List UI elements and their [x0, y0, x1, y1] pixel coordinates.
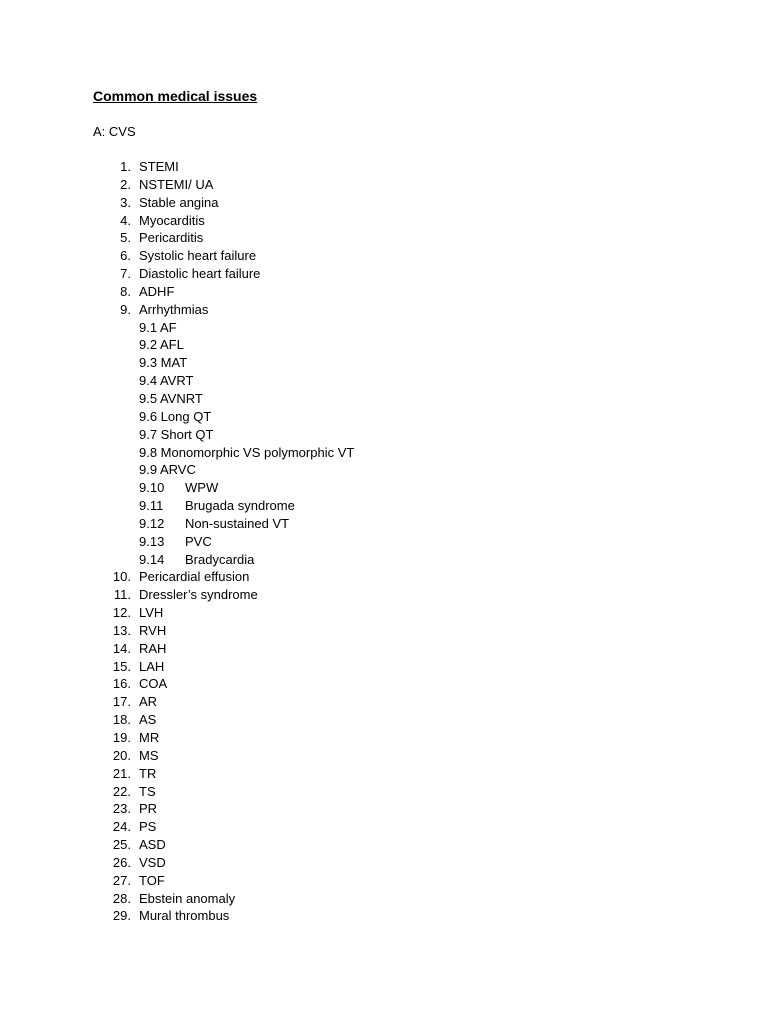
list-item-text: Diastolic heart failure — [139, 266, 261, 282]
list-item — [0, 301, 768, 319]
list-item — [0, 604, 768, 622]
list-item-text: Ebstein anomaly — [139, 890, 236, 906]
list-item-text: MR — [139, 730, 160, 745]
list-item — [0, 229, 768, 247]
sub-list-item-text: 9.9 ARVC — [139, 462, 196, 478]
list-item-number: 28. — [112, 890, 131, 906]
list-item — [0, 265, 768, 283]
sub-list-item — [0, 515, 768, 533]
sub-list-item — [0, 408, 768, 426]
list-item-text: Mural thrombus — [139, 908, 230, 924]
list-item-text: RVH — [139, 622, 167, 638]
sub-list-item — [0, 354, 768, 372]
section-heading: A: CVS — [93, 124, 136, 139]
list-item — [0, 907, 768, 925]
sub-list-item-text: 9.5 AVNRT — [139, 390, 203, 406]
sub-list-item-text: 9.3 MAT — [139, 355, 188, 371]
list-item — [0, 212, 768, 230]
list-item-number: 16. — [112, 676, 131, 692]
sub-list-item — [0, 461, 768, 479]
list-item — [0, 176, 768, 194]
list-item-text: AR — [139, 694, 158, 710]
list-item-number: 23. — [112, 801, 131, 817]
list-item-text: LAH — [139, 658, 165, 674]
list-item-number: 25. — [112, 837, 131, 853]
list-item — [0, 818, 768, 836]
list-item-text: TS — [139, 783, 156, 799]
list-item-text: PR — [139, 801, 158, 817]
list-item-text: MS — [139, 747, 159, 763]
sub-list-item — [0, 426, 768, 444]
sub-list-item-text: Brugada syndrome — [185, 498, 295, 514]
sub-list-item-number: 9.12 — [139, 515, 165, 531]
list-item-text: Systolic heart failure — [139, 248, 257, 264]
list-item-text: Pericarditis — [139, 230, 204, 246]
list-item-number: 1. — [120, 159, 131, 174]
sub-list-item-text: Non-sustained VT — [185, 515, 290, 531]
list-item — [0, 586, 768, 604]
list-item — [0, 711, 768, 729]
list-item-text: ASD — [139, 837, 166, 853]
list-item-number: 11. — [113, 587, 131, 603]
list-item-number: 20. — [112, 747, 131, 763]
sub-list-item — [0, 479, 768, 497]
list-item — [0, 783, 768, 801]
list-item-text: NSTEMI/ UA — [139, 176, 214, 192]
list-item-number: 7. — [120, 266, 131, 282]
list-item-number: 22. — [112, 783, 131, 799]
list-item-number: 12. — [112, 605, 131, 621]
list-item — [0, 765, 768, 783]
list-item-text: TR — [139, 765, 157, 781]
sub-list-item-text: 9.2 AFL — [139, 337, 184, 353]
list-item-number: 14. — [112, 640, 131, 656]
list-item-text: Stable angina — [139, 194, 219, 210]
sub-list-item-number: 9.14 — [139, 551, 165, 567]
list-item-number: 6. — [120, 248, 131, 264]
sub-list-item-text: Bradycardia — [185, 551, 255, 567]
list-item — [0, 158, 768, 176]
list-item-number: 3. — [120, 194, 131, 210]
list-item-number: 29. — [112, 908, 131, 924]
sub-list-item-text: 9.6 Long QT — [139, 408, 212, 424]
list-item-text: Myocarditis — [139, 212, 205, 228]
list-item-text: VSD — [139, 854, 166, 870]
list-item — [0, 640, 768, 658]
sub-list-item — [0, 444, 768, 462]
list-item — [0, 854, 768, 872]
list-item — [0, 890, 768, 908]
list-item-number: 24. — [112, 819, 131, 835]
list-item — [0, 729, 768, 747]
sub-list-item — [0, 319, 768, 337]
list-item-text: RAH — [139, 640, 167, 656]
list-item — [0, 194, 768, 212]
sub-list-item — [0, 551, 768, 569]
list-item-text: COA — [139, 676, 168, 692]
sub-list-item — [0, 497, 768, 515]
list-item — [0, 622, 768, 640]
sub-list-item-text: PVC — [185, 533, 212, 549]
list-item-number: 8. — [120, 283, 131, 299]
sub-list-item-text: 9.7 Short QT — [139, 426, 214, 442]
list-item-text: PS — [139, 819, 157, 835]
list-item-number: 10. — [112, 569, 131, 585]
list-item-number: 26. — [112, 854, 131, 870]
list-item-number: 13. — [112, 622, 131, 638]
list-item — [0, 247, 768, 265]
list-item — [0, 800, 768, 818]
list-item-text: AS — [139, 712, 157, 728]
list-item — [0, 836, 768, 854]
sub-list-item-text: WPW — [185, 480, 219, 496]
list-item-text: ADHF — [139, 283, 175, 299]
document-title: Common medical issues — [93, 88, 258, 104]
sub-list-item-number: 9.10 — [139, 480, 165, 496]
list-item-number: 19. — [112, 730, 131, 745]
list-item-text: LVH — [139, 605, 164, 621]
sub-list-item-number: 9.13 — [139, 533, 165, 549]
list-item-number: 18. — [112, 712, 131, 728]
list-item-number: 2. — [120, 176, 131, 192]
list-item-number: 27. — [112, 872, 131, 888]
sub-list-item — [0, 372, 768, 390]
list-item-number: 15. — [112, 658, 131, 674]
list-item-number: 21. — [112, 765, 131, 781]
list-item-text: STEMI — [139, 159, 179, 174]
list-item — [0, 658, 768, 676]
list-item-number: 5. — [120, 230, 131, 246]
sub-list-item — [0, 533, 768, 551]
list-item-text: Pericardial effusion — [139, 569, 250, 585]
sub-list-item-text: 9.1 AF — [139, 319, 177, 335]
list-item-number: 4. — [120, 212, 131, 228]
list-item-text: Dressler’s syndrome — [139, 587, 258, 603]
list-item — [0, 675, 768, 693]
numbered-list — [0, 158, 768, 925]
list-item — [0, 747, 768, 765]
list-item-text: Arrhythmias — [139, 301, 209, 317]
list-item-number: 17. — [112, 694, 131, 710]
sub-list-item — [0, 390, 768, 408]
list-item — [0, 693, 768, 711]
sub-list-item — [0, 336, 768, 354]
list-item-text: TOF — [139, 872, 165, 888]
sub-list-item-text: 9.4 AVRT — [139, 373, 194, 389]
list-item-number: 9. — [120, 301, 131, 317]
sub-list-item-text: 9.8 Monomorphic VS polymorphic VT — [139, 444, 355, 460]
list-item — [0, 283, 768, 301]
sub-list-item-number: 9.11 — [139, 498, 164, 514]
list-item — [0, 872, 768, 890]
list-item — [0, 568, 768, 586]
